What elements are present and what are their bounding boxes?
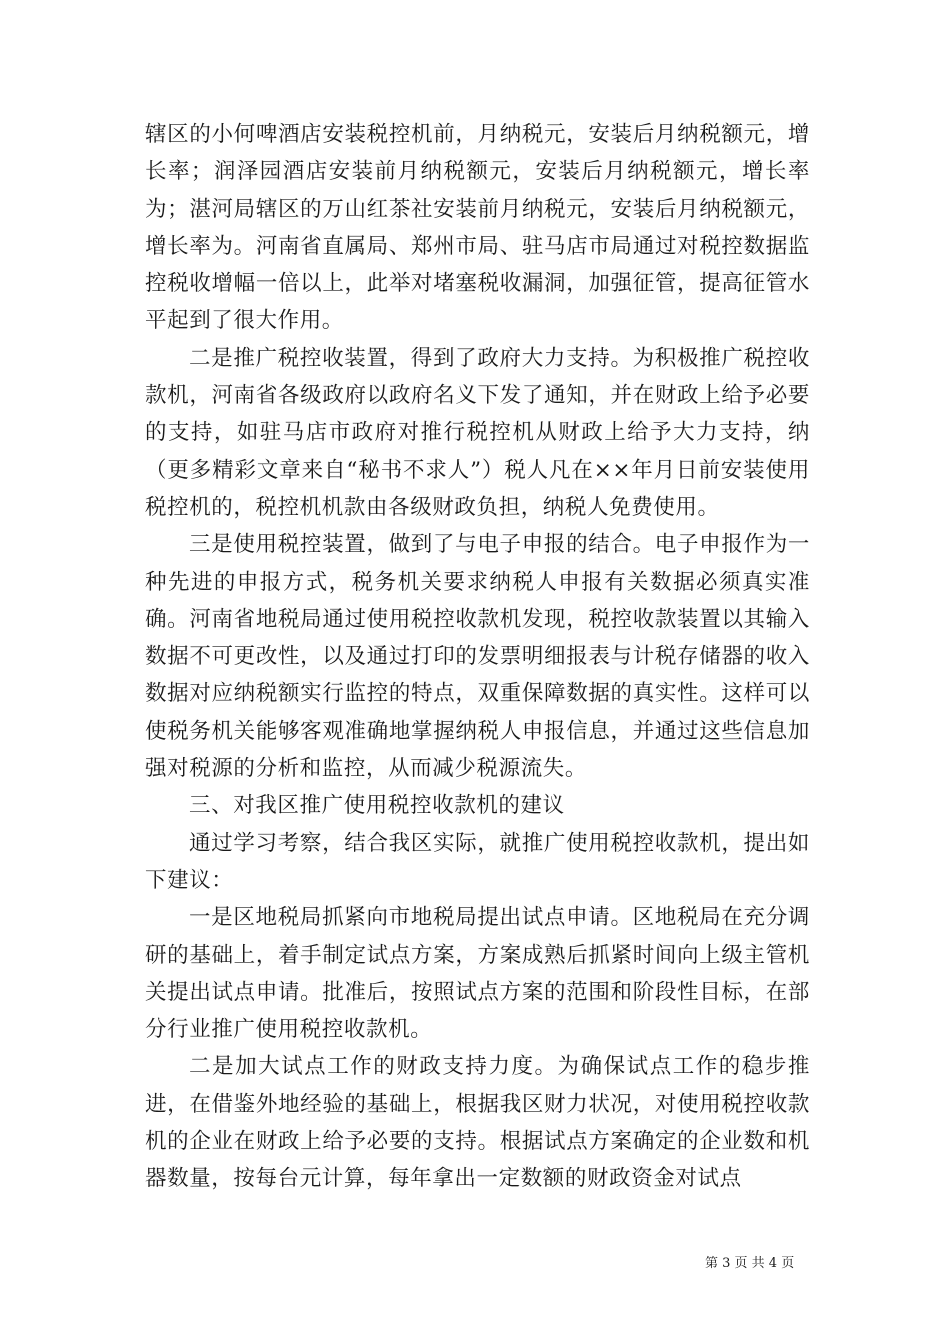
document-body (145, 116, 810, 1198)
paragraph-2: 二是推广税控收装置，得到了政府大力支持。为积极推广税控收款机，河南省各级政府以政府名义下发了通知，并在财政上给予必要的支持，如驻马店市政府对推行税控机从财政上给予大力支持，纳（更多精彩文章来自“秘书不求人”）税人凡在××年月日前安装使用税控机的，税控机机款由各级财政负担，纳税人免费使用。 (145, 345, 810, 520)
paragraph-6: 一是区地税局抓紧向市地税局提出试点申请。区地税局在充分调研的基础上，着手制定试点方案，方案成熟后抓紧时间向上级主管机关提出试点申请。批准后，按照试点方案的范围和阶段性目标，在部分行业推广使用税控收款机。 (145, 905, 810, 1043)
paragraph-5: 通过学习考察，结合我区实际，就推广使用税控收款机，提出如下建议： (145, 830, 810, 893)
section-heading: 三、对我区推广使用税控收款机的建议 (189, 793, 565, 819)
page-number-footer: 第 3 页 共 4 页 (705, 1256, 795, 1271)
paragraph-1: 辖区的小何啤酒店安装税控机前，月纳税元，安装后月纳税额元，增长率；润泽园酒店安装前月纳税额元，安装后月纳税额元，增长率为；湛河局辖区的万山红茶社安装前月纳税元，安装后月纳税额元，增长率为。河南省直属局、郑州市局、驻马店市局通过对税控数据监控税收增幅一倍以上，此举对堵塞税收漏洞，加强征管，提高征管水平起到了很大作用。 (145, 122, 810, 334)
paragraph-3: 三是使用税控装置，做到了与电子申报的结合。电子申报作为一种先进的申报方式，税务机关要求纳税人申报有关数据必须真实准确。河南省地税局通过使用税控收款机发现，税控收款装置以其输入数据不可更改性，以及通过打印的发票明细报表与计税存储器的收入数据对应纳税额实行监控的特点，双重保障数据的真实性。这样可以使税务机关能够客观准确地掌握纳税人申报信息，并通过这些信息加强对税源的分析和监控，从而减少税源流失。 (145, 532, 810, 782)
paragraph-7: 二是加大试点工作的财政支持力度。为确保试点工作的稳步推进，在借鉴外地经验的基础上，根据我区财力状况，对使用税控收款机的企业在财政上给予必要的支持。根据试点方案确定的企业数和机器数量，按每台元计算，每年拿出一定数额的财政资金对试点 (145, 1054, 810, 1192)
